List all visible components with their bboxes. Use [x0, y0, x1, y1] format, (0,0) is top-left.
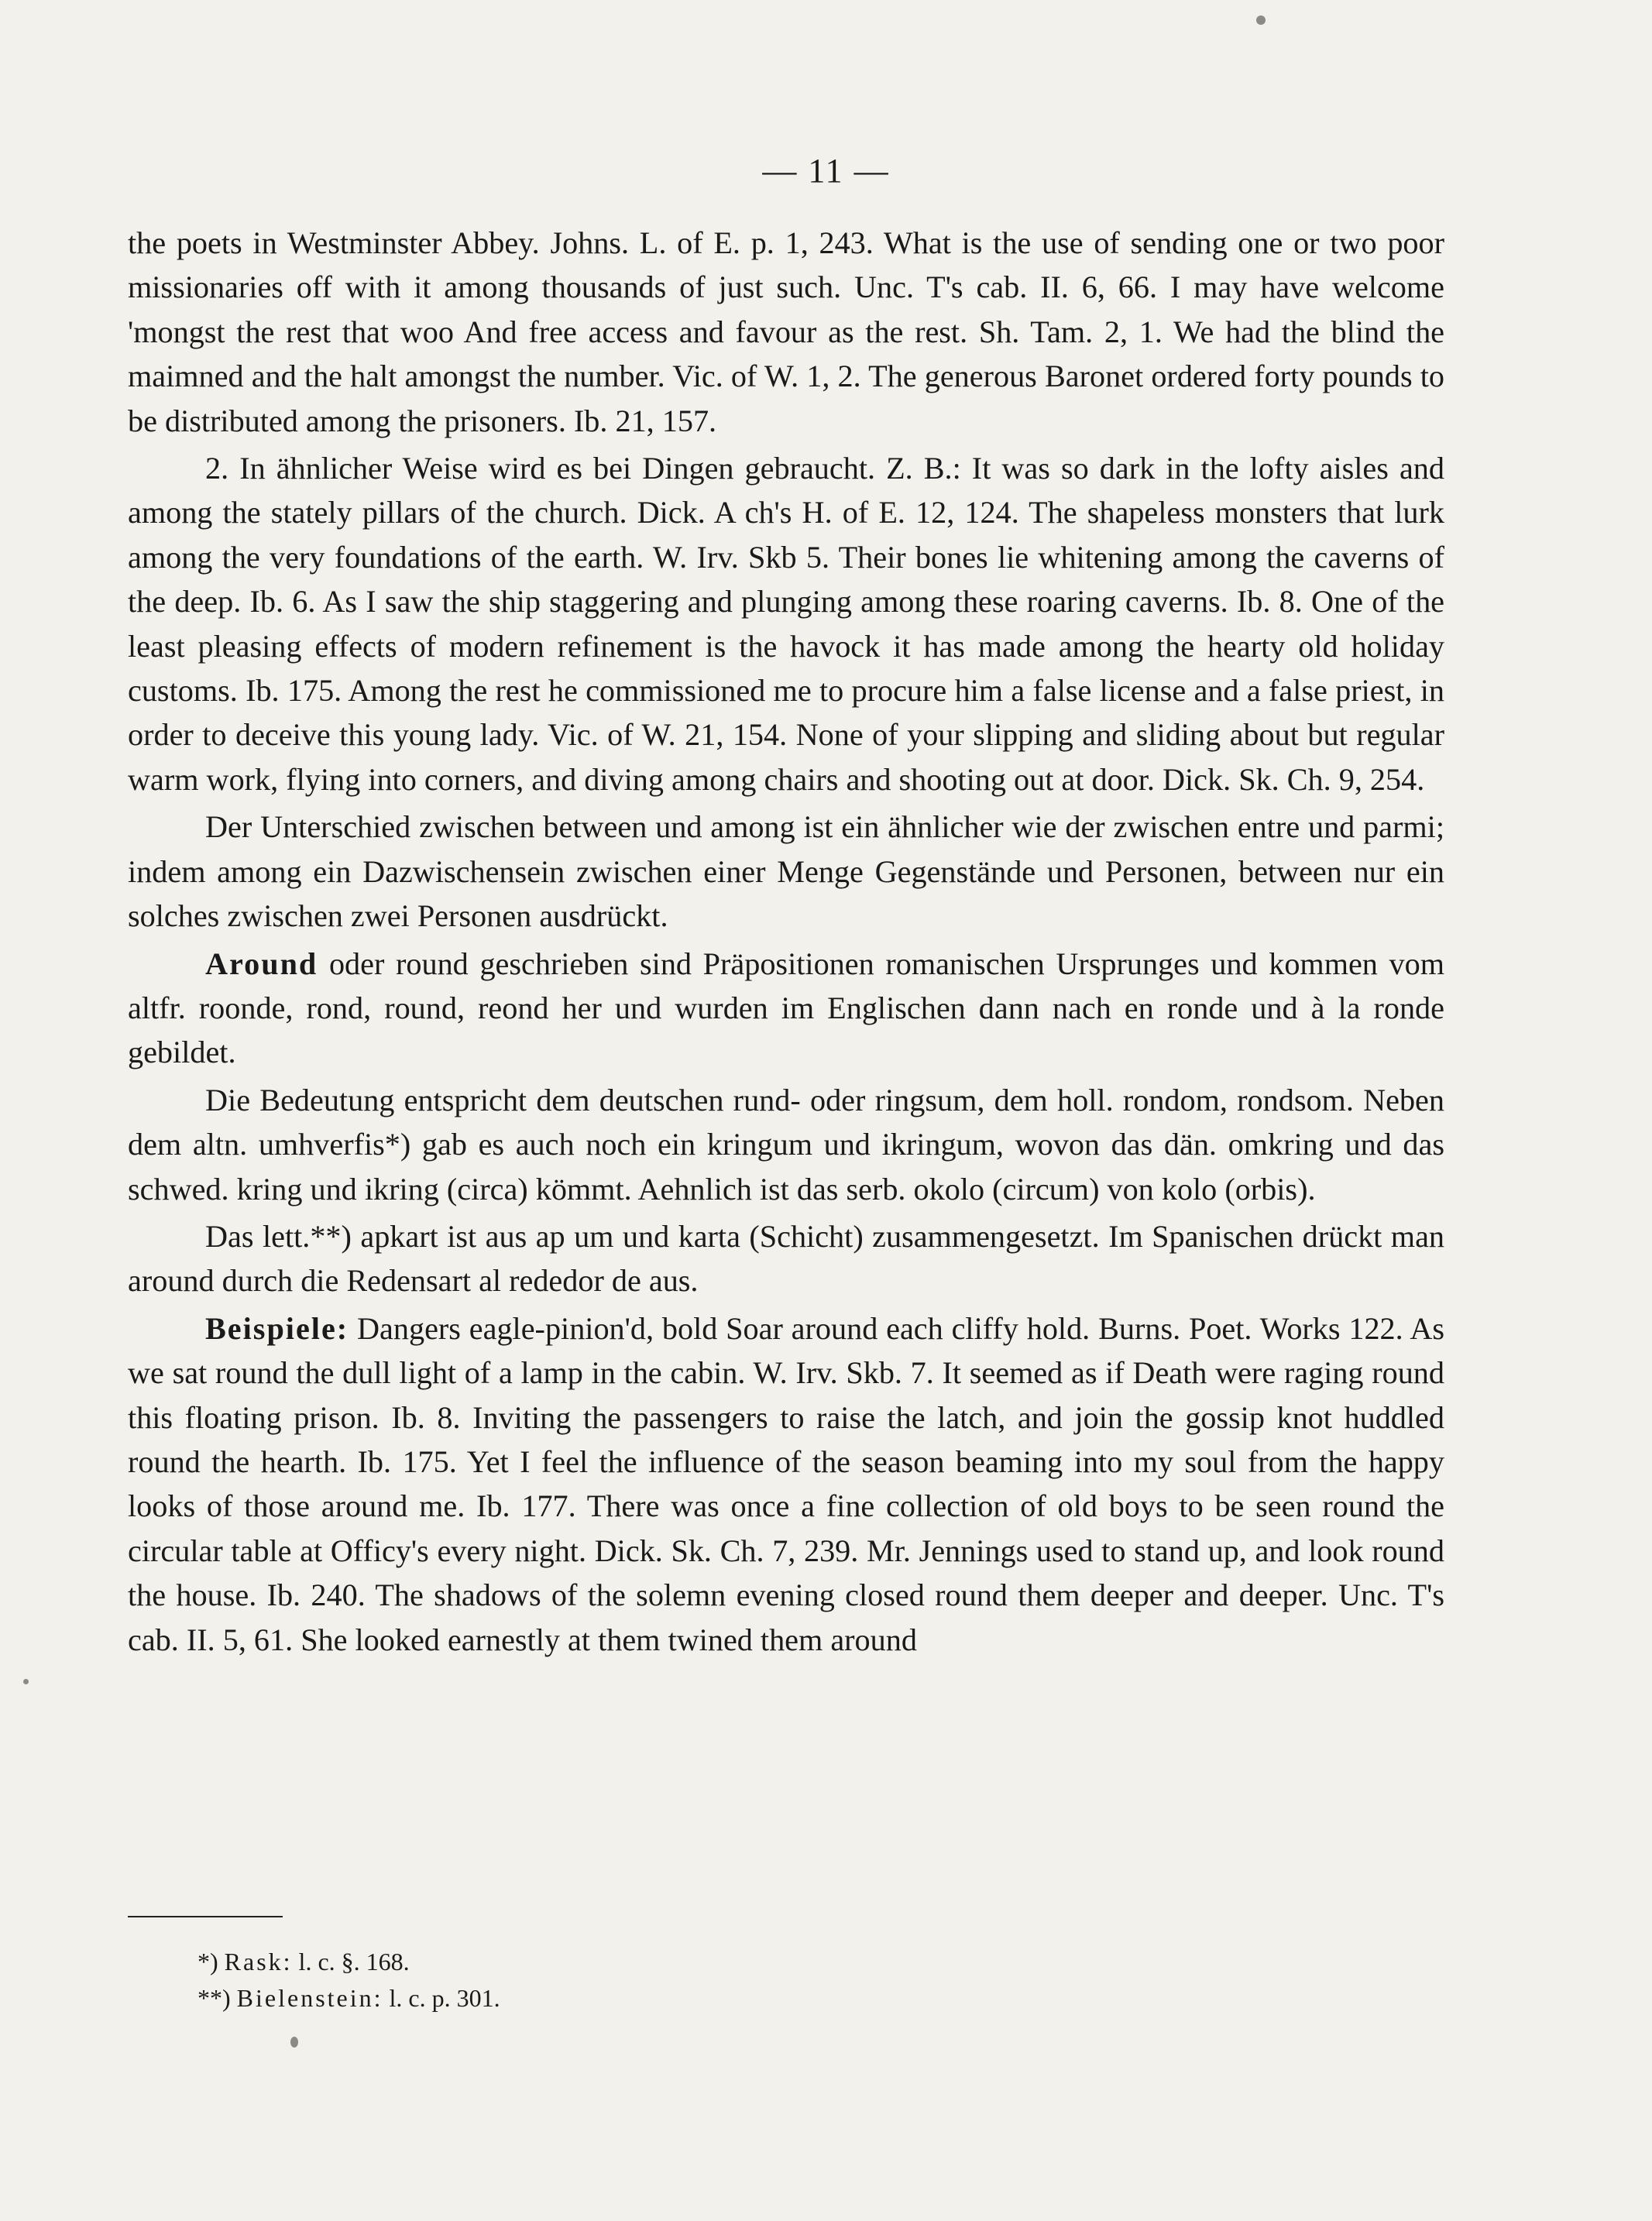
footnote-reference: l. c. p. 301. — [389, 1984, 500, 2012]
paper-speck — [23, 1679, 29, 1684]
paper-speck — [1256, 15, 1266, 25]
footnote-reference: l. c. §. 168. — [298, 1948, 410, 1976]
footnote-marker: *) — [197, 1948, 218, 1976]
paragraph: the poets in Westminster Abbey. Johns. L. of E. p. 1, 243. What is the use of sending one or two poor missionaries off with it among thousands of just such. Unc. T's cab. II. 6, 66. I may have welcome 'mongst the rest that woo And free access and favour as the rest. Sh. Tam. 2, 1. We had the blind the maimned and the halt amongst the number. Vic. of W. 1, 2. The generous Baronet ordered forty pounds to be distributed among the prisoners. Ib. 21, 157. — [128, 225, 1444, 438]
paragraph-lead-word: Beispiele: — [205, 1310, 349, 1346]
body-text — [128, 221, 1444, 1665]
footnote — [197, 1944, 1282, 1980]
footnote — [197, 1980, 1282, 2017]
paragraph: Der Unterschied zwischen between und among ist ein ähnlicher wie der zwischen entre und parmi; indem among ein Dazwischensein zwischen einer Menge Gegenstände und Personen, between nur ein solches zwischen zwei Personen ausdrückt. — [128, 809, 1444, 934]
footnote-separator — [128, 1916, 283, 1917]
footnote-author: Rask: — [224, 1948, 293, 1976]
paragraph — [128, 1306, 1444, 1662]
paragraph: Die Bedeutung entspricht dem deutschen rund- oder ringsum, dem holl. rondom, rondsom. Neben dem altn. umhverfis*) gab es auch noch ein kringum und ikringum, wovon das dän. omkring und das schwed. kring und ikring (circa) kömmt. Aehnlich ist das serb. okolo (circum) von kolo (orbis). — [128, 1082, 1444, 1207]
paragraph: 2. In ähnlicher Weise wird es bei Dingen gebraucht. Z. B.: It was so dark in the lofty aisles and among the stately pillars of the church. Dick. A ch's H. of E. 12, 124. The shapeless monsters that lurk among the very foundations of the earth. W. Irv. Skb 5. Their bones lie whitening among the caverns of the deep. Ib. 6. As I saw the ship staggering and plunging among these roaring caverns. Ib. 8. One of the least pleasing effects of modern refinement is the havock it has made among the hearty old holiday customs. Ib. 175. Among the rest he commissioned me to procure him a false license and a false priest, in order to deceive this young lady. Vic. of W. 21, 154. None of your slipping and sliding about but regular warm work, flying into corners, and diving among chairs and shooting out at door. Dick. Sk. Ch. 9, 254. — [128, 451, 1444, 797]
paper-speck — [290, 2037, 298, 2048]
page-number: — 11 — — [762, 152, 890, 190]
paragraph-body: Dangers eagle-pinion'd, bold Soar around each cliffy hold. Burns. Poet. Works 122. As we sat round the dull light of a lamp in the cabin. W. Irv. Skb. 7. It seemed as if Death were raging round this floating prison. Ib. 8. Inviting the passengers to raise the latch, and join the gossip knot huddled round the hearth. Ib. 175. Yet I feel the influence of the season beaming into my soul from the happy looks of those around me. Ib. 177. There was once a fine collection of old boys to be seen round the circular table at Officy's every night. Dick. Sk. Ch. 7, 239. Mr. Jennings used to stand up, and look round the house. Ib. 240. The shadows of the solemn evening closed round them deeper and deeper. Unc. T's cab. II. 5, 61. She looked earnestly at them twined them around — [128, 1310, 1444, 1657]
paragraph-lead-word: Around — [205, 946, 318, 981]
footnote-author: Bielenstein: — [236, 1984, 383, 2012]
paragraph-body: oder round geschrieben sind Präpositionen romanischen Ursprunges und kommen vom altfr. roonde, rond, round, reond her und wurden im Englischen dann nach en ronde und à la ronde gebildet. — [128, 946, 1444, 1070]
paragraph — [128, 942, 1444, 1075]
footnotes — [197, 1944, 1282, 2017]
paragraph: Das lett.**) apkart ist aus ap um und karta (Schicht) zusammengesetzt. Im Spanischen drückt man around durch die Redensart al rededor de aus. — [128, 1218, 1444, 1299]
footnote-marker: **) — [197, 1984, 231, 2012]
